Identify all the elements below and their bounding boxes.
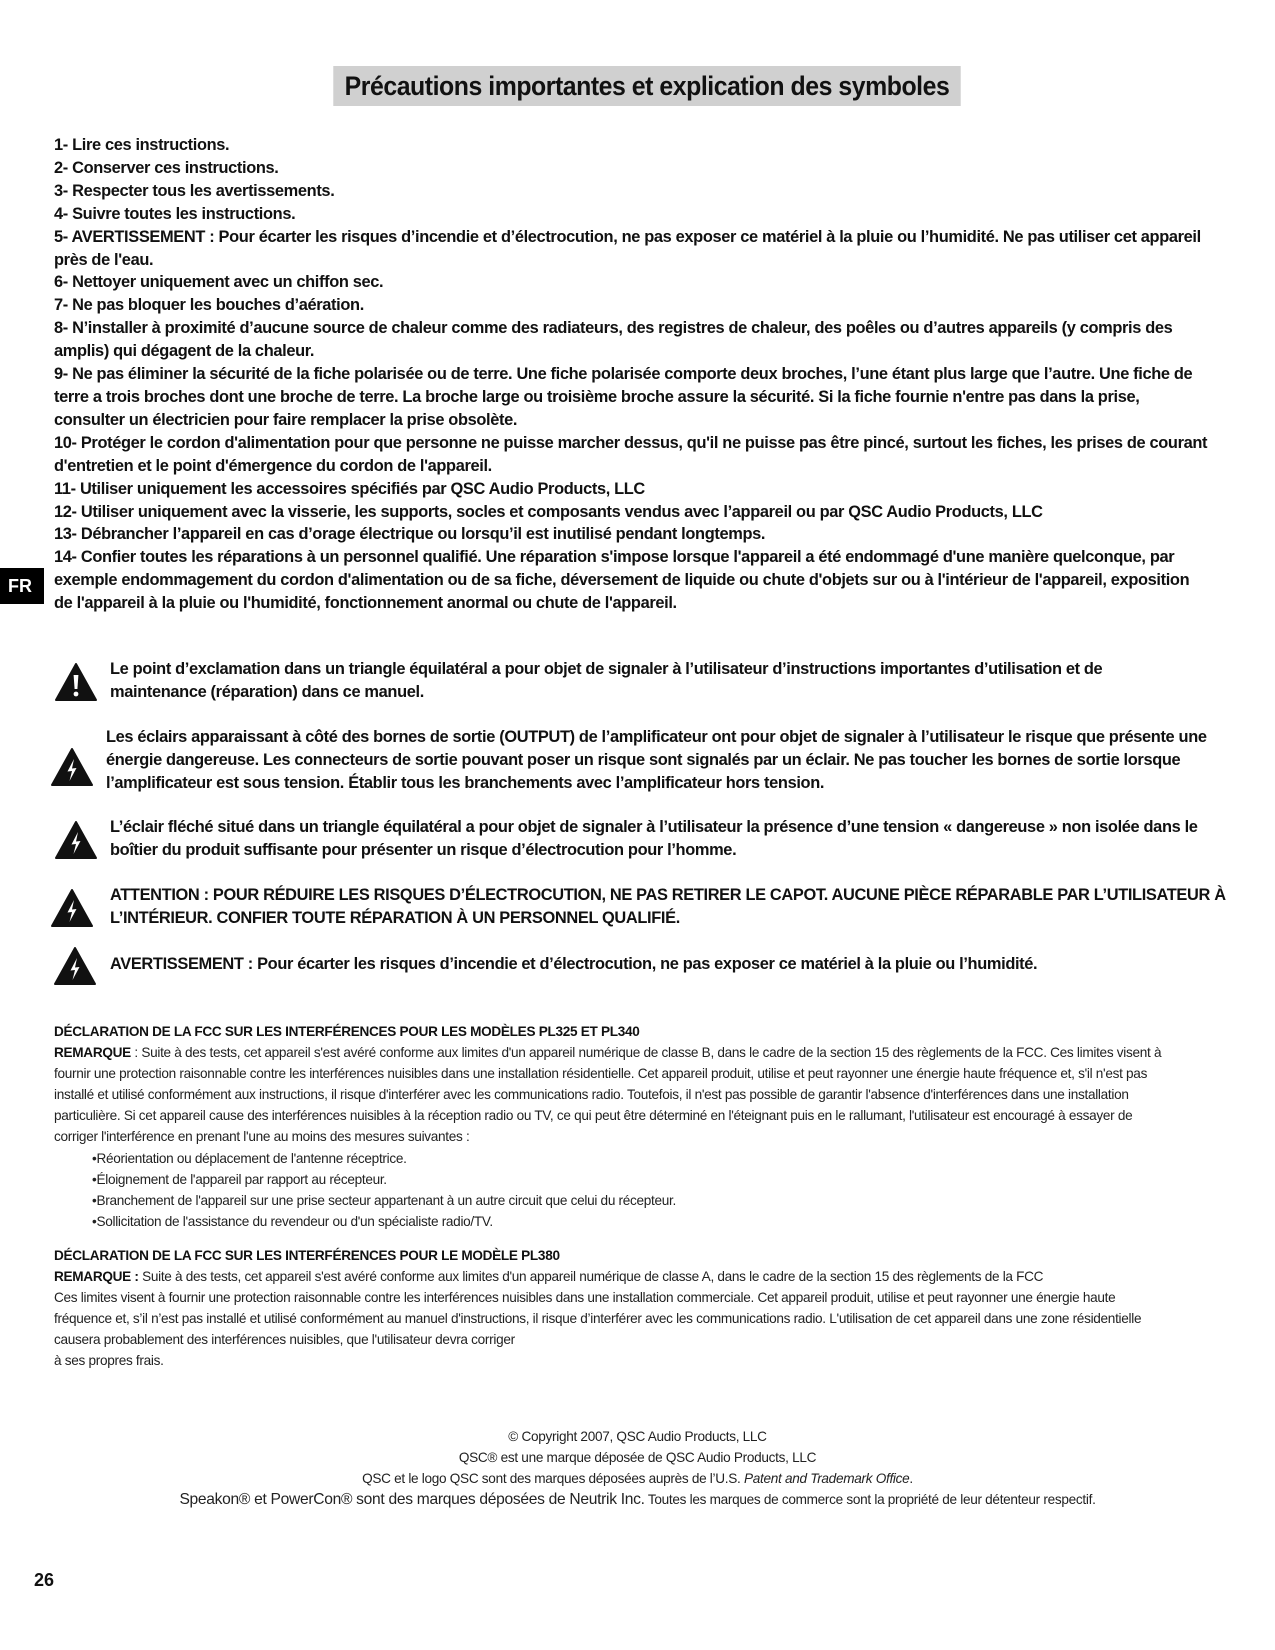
page-number: 26 <box>34 1570 55 1590</box>
lightning-triangle-icon <box>53 946 97 986</box>
fcc-line <box>54 1042 1234 1063</box>
instruction-line: 14- Confier toutes les réparations à un personnel qualifié. Une réparation s'impose lorsque l'appareil a été endommagé d'une manière quelconque, par <box>54 548 1175 567</box>
symbol-line: AVERTISSEMENT : Pour écarter les risques d’incendie et d’électrocution, ne pas exposer ce matériel à la pluie ou l’humidité. <box>110 955 1038 973</box>
symbol-line: boîtier du produit suffisante pour présenter un risque d’électrocution pour l’homme. <box>110 840 737 859</box>
instruction-line: 4- Suivre toutes les instructions. <box>54 204 296 223</box>
symbol-description <box>110 658 1102 704</box>
list-item: •Éloignement de l'appareil par rapport au récepteur. <box>92 1171 387 1187</box>
symbol-line: l’amplificateur est sous tension. Établir tous les branchements avec l’amplificateur hors tension. <box>106 773 825 792</box>
fcc-line <box>54 1266 1234 1287</box>
list-item: •Réorientation ou déplacement de l'antenne réceptrice. <box>92 1150 407 1166</box>
instruction-line: 12- Utiliser uniquement avec la visserie, les supports, socles et composants vendus avec l’appareil ou par QSC Audio Products, LLC <box>54 502 1043 521</box>
fcc-line: particulière. Si cet appareil cause des interférences nuisibles à la réception radio ou TV, ce qui peut être déterminé en l'éteignant puis en le rallumant, l'utilisateur est encouragé à essayer de <box>54 1108 1133 1124</box>
fcc-heading: DÉCLARATION DE LA FCC SUR LES INTERFÉRENCES POUR LE MODÈLE PL380 <box>54 1248 560 1263</box>
fcc-heading: DÉCLARATION DE LA FCC SUR LES INTERFÉRENCES POUR LES MODÈLES PL325 ET PL340 <box>54 1024 640 1039</box>
fcc-line: Ces limites visent à fournir une protection raisonnable contre les interférences nuisibles dans une installation commerciale. Cet appareil produit, utilise et peut rayonner une énergie haute <box>54 1290 1116 1306</box>
language-tab: FR <box>0 568 44 604</box>
trademark-office: Patent and Trademark Office <box>743 1471 910 1487</box>
symbol-line: ATTENTION : POUR RÉDUIRE LES RISQUES D’ÉLECTROCUTION, NE PAS RETIRER LE CAPOT. AUCUNE PIÈCE RÉPARABLE PAR L’UTILISATEUR À <box>110 886 1226 904</box>
fcc-line: installé et utilisé conformément aux instructions, il risque d'interférer avec les communications radio. Toutefois, il n'est pas possible de garantir l'absence d'interférences dans une installation <box>54 1087 1129 1103</box>
fcc-line: corriger l'interférence en prenant l'une au moins des mesures suivantes : <box>54 1129 470 1145</box>
instruction-line: consulter un électricien pour faire remplacer la prise obsolète. <box>54 410 518 429</box>
instruction-line: 10- Protéger le cordon d'alimentation pour que personne ne puisse marcher dessus, qu'il ne puisse pas être pincé, surtout les fiches, les prises de courant <box>54 433 1208 452</box>
instruction-line: 6- Nettoyer uniquement avec un chiffon sec. <box>54 273 384 292</box>
lightning-triangle-icon <box>54 820 98 860</box>
copyright-footer <box>0 1426 1275 1510</box>
trademark-text: . <box>909 1471 913 1487</box>
trademark-text: Speakon® et PowerCon® sont des marques déposées de Neutrik Inc. <box>179 1491 645 1509</box>
instruction-line: 11- Utiliser uniquement les accessoires spécifiés par QSC Audio Products, LLC <box>54 479 645 498</box>
instruction-line: 8- N’installer à proximité d’aucune source de chaleur comme des radiateurs, des registres de chaleur, des poêles ou d’autres appareils (y compris des <box>54 319 1173 338</box>
instruction-line: d'entretien et le point d'émergence du cordon de l'appareil. <box>54 456 492 475</box>
instruction-line: 2- Conserver ces instructions. <box>54 158 279 177</box>
instruction-line: de l'appareil à la pluie ou l'humidité, fonctionnement anormal ou chute de l'appareil. <box>54 594 677 613</box>
instruction-line: 7- Ne pas bloquer les bouches d’aération. <box>54 296 364 315</box>
symbol-line: L’éclair fléché situé dans un triangle équilatéral a pour objet de signaler à l’utilisateur la présence d’une tension « dangereuse » non isolée dans le <box>110 818 1198 836</box>
lightning-triangle-icon <box>50 747 94 787</box>
instruction-line: terre a trois broches dont une broche de terre. La broche large ou troisième broche assure la sécurité. Si la fiche fournie n'entre pas dans la prise, <box>54 387 1140 406</box>
trademark-text: QSC et le logo QSC sont des marques déposées auprès de l’U.S. <box>362 1471 744 1487</box>
symbol-line: énergie dangereuse. Les connecteurs de sortie pouvant poser un risque sont signalés par un éclair. Ne pas toucher les bornes de sortie lorsque <box>106 750 1181 769</box>
trademark-line: QSC® est une marque déposée de QSC Audio Products, LLC <box>458 1450 817 1466</box>
symbol-line: L’INTÉRIEUR. CONFIER TOUTE RÉPARATION À UN PERSONNEL QUALIFIÉ. <box>110 908 680 927</box>
fcc-statement-b <box>54 1021 1234 1232</box>
trademark-line <box>0 1489 1275 1510</box>
symbol-line: Les éclairs apparaissant à côté des bornes de sortie (OUTPUT) de l’amplificateur ont pour objet de signaler à l’utilisateur le risque que présente une <box>106 728 1207 746</box>
list-item: •Sollicitation de l'assistance du revendeur ou d'un spécialiste radio/TV. <box>92 1213 493 1229</box>
remark-label: REMARQUE <box>54 1045 131 1061</box>
symbol-description <box>110 884 1226 930</box>
instruction-line: 1- Lire ces instructions. <box>54 136 230 154</box>
symbol-description <box>106 726 1207 795</box>
fcc-line: fréquence et, s’il n’est pas installé et utilisé conformément au manuel d'instructions, il risque d’interférer avec les communications radio. L'utilisation de cet appareil dans une zone résidentielle <box>54 1311 1142 1327</box>
instruction-line: près de l'eau. <box>54 250 154 269</box>
instruction-line: 9- Ne pas éliminer la sécurité de la fiche polarisée ou de terre. Une fiche polarisée comporte deux broches, l’une étant plus large que l’autre. Une fiche de <box>54 365 1193 384</box>
lightning-triangle-icon <box>50 888 94 928</box>
instructions-list <box>54 134 1234 615</box>
symbol-description <box>110 816 1198 862</box>
list-item: •Branchement de l'appareil sur une prise secteur appartenant à un autre circuit que celui du récepteur. <box>92 1192 677 1208</box>
fcc-line: causera probablement des interférences nuisibles, que l'utilisateur devra corriger <box>54 1332 515 1348</box>
copyright-line: © Copyright 2007, QSC Audio Products, LLC <box>508 1429 767 1444</box>
instruction-line: amplis) qui dégagent de la chaleur. <box>54 342 315 361</box>
page-title: Précautions importantes et explication des symboles <box>333 66 960 106</box>
fcc-line: à ses propres frais. <box>54 1353 164 1369</box>
remark-label: REMARQUE : <box>54 1269 139 1285</box>
symbol-line: Le point d’exclamation dans un triangle équilatéral a pour objet de signaler à l’utilisateur d’instructions importantes d’utilisation et de <box>110 660 1103 678</box>
exclamation-triangle-icon <box>54 662 98 702</box>
symbol-description <box>110 953 1037 976</box>
instruction-line: 3- Respecter tous les avertissements. <box>54 181 335 200</box>
fcc-statement-a <box>54 1245 1234 1372</box>
instruction-line: 5- AVERTISSEMENT : Pour écarter les risques d’incendie et d’électrocution, ne pas exposer ce matériel à la pluie ou l’humidité. Ne pas utiliser cet appareil <box>54 227 1201 246</box>
trademark-line <box>0 1468 1275 1489</box>
instruction-line: exemple endommagement du cordon d'alimentation ou de sa fiche, déversement de liquide ou chute d'objets sur ou à l'intérieur de l'appareil, exposition <box>54 571 1190 590</box>
symbol-line: maintenance (réparation) dans ce manuel. <box>110 682 424 701</box>
trademark-text: Toutes les marques de commerce sont la propriété de leur détenteur respectif. <box>644 1492 1096 1508</box>
instruction-line: 13- Débrancher l’appareil en cas d’orage électrique ou lorsqu’il est inutilisé pendant longtemps. <box>54 525 766 544</box>
fcc-line: fournir une protection raisonnable contre les interférences nuisibles dans une installation résidentielle. Cet appareil produit, utilise et peut rayonner une énergie haute fréquence et, s'il n'est pas <box>54 1066 1148 1082</box>
fcc-text: : Suite à des tests, cet appareil s'est avéré conforme aux limites d'un appareil numérique de classe B, dans le cadre de la section 15 des règlements de la FCC. Ces limites visent à <box>130 1045 1162 1061</box>
fcc-text: Suite à des tests, cet appareil s'est avéré conforme aux limites d'un appareil numérique de classe A, dans le cadre de la section 15 des règlements de la FCC <box>138 1269 1044 1285</box>
